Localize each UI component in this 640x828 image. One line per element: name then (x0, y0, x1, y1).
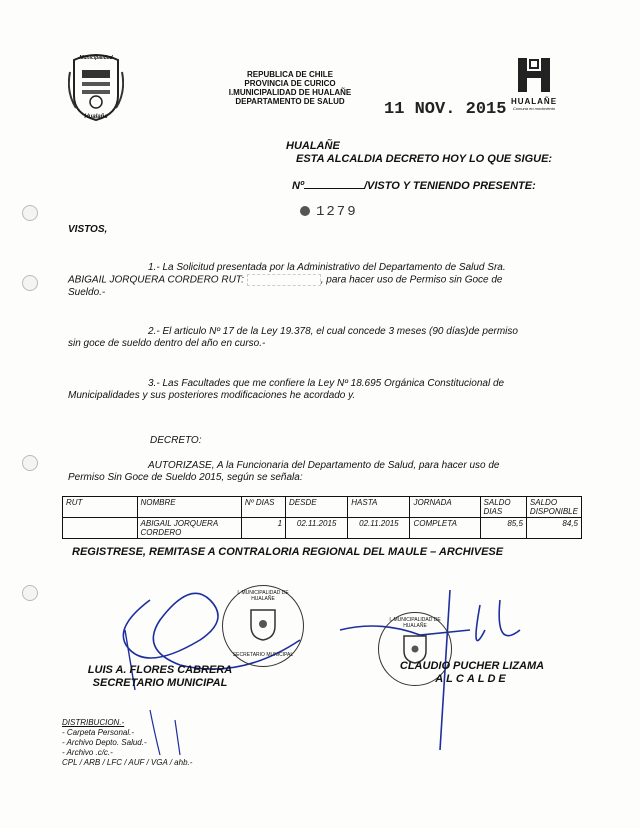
col-header: HASTA (348, 497, 410, 518)
header-line: I.MUNICIPALIDAD DE HUALAÑE (228, 88, 352, 97)
distribution-line: - Archivo .c/c.- (62, 748, 113, 757)
punch-hole (22, 205, 38, 221)
distribution-line: - Carpeta Personal.- (62, 728, 135, 737)
autorizase-paragraph (68, 460, 588, 484)
distribution-line: CPL / ARB / LFC / AUF / VGA / ahb.- (62, 758, 193, 767)
crest-bottom-text: Hualañe (84, 114, 108, 120)
hualane-logo (500, 58, 568, 111)
h-letter-icon (516, 58, 552, 92)
number-stamp (300, 204, 358, 220)
permission-table (62, 496, 582, 539)
decree-number-line (292, 179, 536, 192)
left-signature-block (70, 664, 250, 690)
seal-text: I. MUNICIPALIDAD DE HUALAÑE (389, 617, 441, 629)
cell-saldo-dias: 85,5 (480, 518, 526, 539)
distribution-title: DISTRIBUCION.- (62, 718, 125, 727)
signer-title: SECRETARIO MUNICIPAL (92, 677, 228, 689)
header-line: DEPARTAMENTO DE SALUD (235, 97, 345, 106)
item-line: Sueldo.- (68, 286, 106, 298)
seal-text: SECRETARIO MUNICIPAL (232, 652, 294, 658)
right-signature-block (382, 660, 562, 686)
redacted-field (247, 274, 321, 286)
cell-hasta: 02.11.2015 (348, 518, 410, 539)
header-institution (205, 70, 375, 106)
distribution-block (62, 718, 192, 768)
cell-jornada: COMPLETA (410, 518, 480, 539)
seal-crest-icon (247, 606, 279, 642)
table-row (63, 518, 582, 539)
col-header: NOMBRE (137, 497, 241, 518)
visto-item-2 (68, 326, 588, 350)
cell-dias: 1 (241, 518, 285, 539)
stamp-seal-icon (300, 206, 310, 216)
signer-title: ALCALDE (435, 673, 509, 685)
cell-nombre: ABIGAIL JORQUERA CORDERO (137, 518, 241, 539)
item-lead: 3.- Las Facultades que me confiere la Ley Nº 18.695 Orgánica Constitucional de (148, 378, 505, 389)
col-header: JORNADA (410, 497, 480, 518)
municipal-crest-logo (68, 52, 124, 124)
distribution-line: - Archivo Depto. Salud.- (62, 738, 147, 747)
date-stamp: 11 NOV. 2015 (384, 100, 507, 119)
decree-intro: ESTA ALCALDIA DECRETO HOY LO QUE SIGUE: (296, 153, 553, 165)
col-header: SALDO DIAS (480, 497, 526, 518)
cell-desde: 02.11.2015 (286, 518, 348, 539)
visto-text: /VISTO Y TENIENDO PRESENTE: (363, 180, 536, 192)
col-header: SALDO DISPONIBLE (526, 497, 581, 518)
col-header: RUT (63, 497, 138, 518)
item-line (68, 274, 588, 287)
autorizase-line: Permiso Sin Goce de Sueldo 2015, según se señala: (68, 472, 303, 483)
signer-name: LUIS A. FLORES CABRERA (87, 664, 233, 676)
autorizase-lead: AUTORIZASE, A la Funcionaria del Departamento de Salud, para hacer uso de (148, 460, 500, 471)
cell-saldo-disponible: 84,5 (526, 518, 581, 539)
header-line: REPUBLICA DE CHILE (247, 70, 333, 79)
number-blank (304, 179, 364, 189)
item-text: , para hacer uso de Permiso sin Goce de (320, 274, 503, 286)
crest-top-text: Municipalidad (79, 55, 113, 61)
visto-item-1 (68, 262, 588, 299)
punch-hole (22, 275, 38, 291)
col-header: Nº DIAS (241, 497, 285, 518)
visto-item-3 (68, 378, 588, 402)
item-lead: 2.- El articulo Nº 17 de la Ley 19.378, el cual concede 3 meses (90 días)de permiso (148, 326, 518, 337)
item-line: sin goce de sueldo dentro del año en curso.- (68, 338, 266, 349)
punch-hole (22, 455, 38, 471)
decreto-label: DECRETO: (150, 435, 202, 446)
col-header: DESDE (286, 497, 348, 518)
item-text: ABIGAIL JORQUERA CORDERO RUT: (68, 274, 244, 286)
cell-rut (63, 518, 138, 539)
item-lead: 1.- La Solicitud presentada por la Administrativo del Departamento de Salud Sra. (148, 262, 506, 273)
left-municipal-seal (222, 585, 304, 667)
number-label: Nº (292, 180, 304, 192)
item-line: Municipalidades y sus posteriores modificaciones he acordado y. (68, 390, 356, 401)
decree-place: HUALAÑE (286, 140, 340, 152)
seal-text: I. MUNICIPALIDAD DE HUALAÑE (237, 590, 289, 602)
number-stamp-text: 1279 (316, 204, 358, 220)
closing-line: REGISTRESE, REMITASE A CONTRALORIA REGIONAL DEL MAULE – ARCHIVESE (72, 546, 504, 558)
header-line: PROVINCIA DE CURICO (244, 79, 336, 88)
table-header-row (63, 497, 582, 518)
logo-word: HUALAÑE (510, 97, 558, 106)
vistos-label: VISTOS, (68, 224, 108, 235)
logo-tagline: Comuna en movimiento (512, 106, 556, 111)
signer-name: CLAUDIO PUCHER LIZAMA (399, 660, 545, 672)
